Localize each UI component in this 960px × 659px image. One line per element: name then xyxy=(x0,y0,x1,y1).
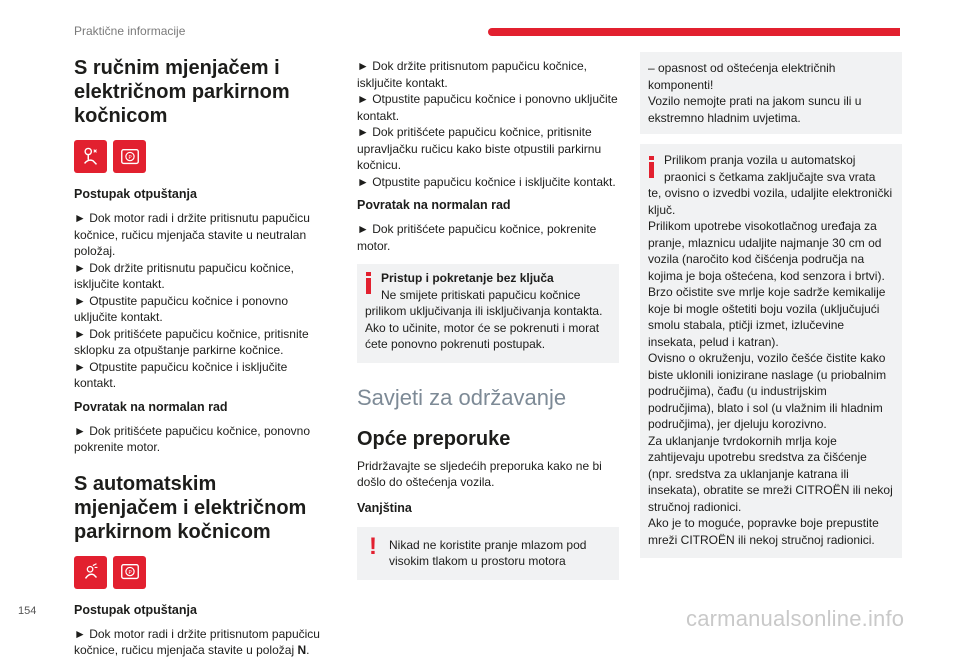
parking-brake-icon xyxy=(113,140,146,173)
return-heading-2: Povratak na normalan rad xyxy=(357,198,511,212)
warning-icon: ! xyxy=(369,532,377,560)
warning-continued-note xyxy=(640,52,902,134)
release-step: ► Dok držite pritisnutom papučicu kočnice, isključite kontakt. xyxy=(357,59,587,90)
release-step: ► Dok motor radi i držite pritisnutu papučicu kočnice, ručicu mjenjača stavite u neutralan položaj. xyxy=(74,211,310,258)
keyless-note-text: prilikom uključivanja ili isključivanja kontakta. Ako to učinite, motor će se pokrenuti i morat ćete ponovno pokrenuti postupak. xyxy=(365,304,603,351)
running-header: Praktične informacije xyxy=(74,24,186,38)
warning-text: Nikad ne koristite pranje mlazom pod visokim tlakom u prostoru motora xyxy=(389,537,587,568)
info-icon xyxy=(649,156,654,178)
gear-position-n: N xyxy=(297,643,307,657)
release-heading: Postupak otpuštanja xyxy=(74,187,197,201)
car-wash-info-note xyxy=(640,144,902,558)
auto-release-text xyxy=(74,626,322,659)
continued-steps xyxy=(357,58,619,190)
exterior-heading: Vanjština xyxy=(357,500,412,515)
auto-release-heading: Postupak otpuštanja xyxy=(74,602,197,617)
page-number: 154 xyxy=(18,605,37,617)
parking-brake-icon xyxy=(113,556,146,589)
release-step: ► Otpustite papučicu kočnice i isključite kontakt. xyxy=(357,174,616,189)
column-3 xyxy=(640,52,902,558)
return-text-2: ► Dok pritišćete papučicu kočnice, pokrenite motor. xyxy=(357,222,597,253)
release-step: ► Dok držite pritisnutu papučicu kočnice, isključite kontakt. xyxy=(74,260,294,291)
car-wash-text: te, ovisno o izvedbi vozila, udaljite elektronički ključ. Prilikom upotrebe visokotlačnog uređaja za pranje, mlaznicu udaljite najmanje 30 cm od vozila (naročito kod čišćenja područja na kojima je boja oštećena, kod senzora i brtvi). Brzo očistite sve mrlje koje sadrže kemikalije koje bi mogle oštetiti boju vozila (uključujući smolu stabala, ptičji izmet, izlučevine insekata, pelud i katran). Ovisno o okruženju, vozilo češće čistite kako biste uklonili ionizirane naslage (u priobalnim područjima), čađu (u industrijskim područjima), blato i sol (u vlažnim ili hladnim područjima), jer djeluju korozivno. Za uklanjanje tvrdokornih mrlja koje zahtijevaju upotrebu sredstva za čišćenje (npr. sredstva za uklanjanje katrana ili insekata), obratite se mreži CITROËN ili nekoj stručnoj radionici. Ako je to moguće, popravke boje prepustite mreži CITROËN ili nekoj stručnoj radionici. xyxy=(648,186,893,547)
header-accent-bar xyxy=(488,28,900,36)
general-text: Pridržavajte se sljedećih preporuka kako ne bi došlo do oštećenja vozila. xyxy=(357,458,602,489)
release-step: ► Dok pritišćete papučicu kočnice, pritisnite upravljačku ručicu kako biste otpustili parkirnu kočnicu. xyxy=(357,125,602,172)
watermark: carmanualsonline.info xyxy=(686,606,905,631)
svg-text:P: P xyxy=(127,569,132,576)
gear-selector-icon xyxy=(74,556,107,589)
car-wash-first-line: Prilikom pranja vozila u automatskoj praonici s četkama zaključajte sva vrata xyxy=(664,153,876,184)
auto-release-text-end: . xyxy=(306,643,310,657)
column-2 xyxy=(357,58,619,580)
warning-continued-text: – opasnost od oštećenja električnih komponenti! Vozilo nemojte prati na jakom suncu ili u ekstremno hladnim uvjetima. xyxy=(648,61,862,125)
chapter-title: Savjeti za održavanje xyxy=(357,384,567,410)
release-text xyxy=(74,210,322,392)
auto-section-title: S automatskim mjenjačem i električnom parkirnom kočnicom xyxy=(74,472,307,543)
release-step: ► Otpustite papučicu kočnice i ponovno uključite kontakt. xyxy=(74,293,289,324)
keyless-info-note xyxy=(357,264,619,363)
svg-text:P: P xyxy=(127,154,132,161)
info-icon xyxy=(366,272,371,294)
return-heading: Povratak na normalan rad xyxy=(74,399,228,414)
release-step: ► Dok pritišćete papučicu kočnice, pritisnite sklopku za otpuštanje parkirne kočnice. xyxy=(74,326,309,357)
pressure-wash-warning xyxy=(357,527,619,580)
release-step: ► Otpustite papučicu kočnice i ponovno uključite kontakt. xyxy=(357,92,618,123)
general-title: Opće preporuke xyxy=(357,427,511,450)
keyless-note-first-line: Ne smijete pritiskati papučicu kočnice xyxy=(381,287,581,302)
keyless-note-title: Pristup i pokretanje bez ključa xyxy=(381,271,554,285)
auto-icons xyxy=(74,556,322,589)
release-step: ► Otpustite papučicu kočnice i isključite kontakt. xyxy=(74,359,288,390)
column-1 xyxy=(74,56,322,659)
manual-icons xyxy=(74,140,322,173)
auto-release-text-part: ► Dok motor radi i držite pritisnutom papučicu kočnice, ručicu mjenjača stavite u položaj xyxy=(74,626,320,657)
manual-section-title: S ručnim mjenjačem i električnom parkirnom kočnicom xyxy=(74,57,290,127)
return-text: ► Dok pritišćete papučicu kočnice, ponovno pokrenite motor. xyxy=(74,423,311,454)
gear-lever-icon xyxy=(74,140,107,173)
